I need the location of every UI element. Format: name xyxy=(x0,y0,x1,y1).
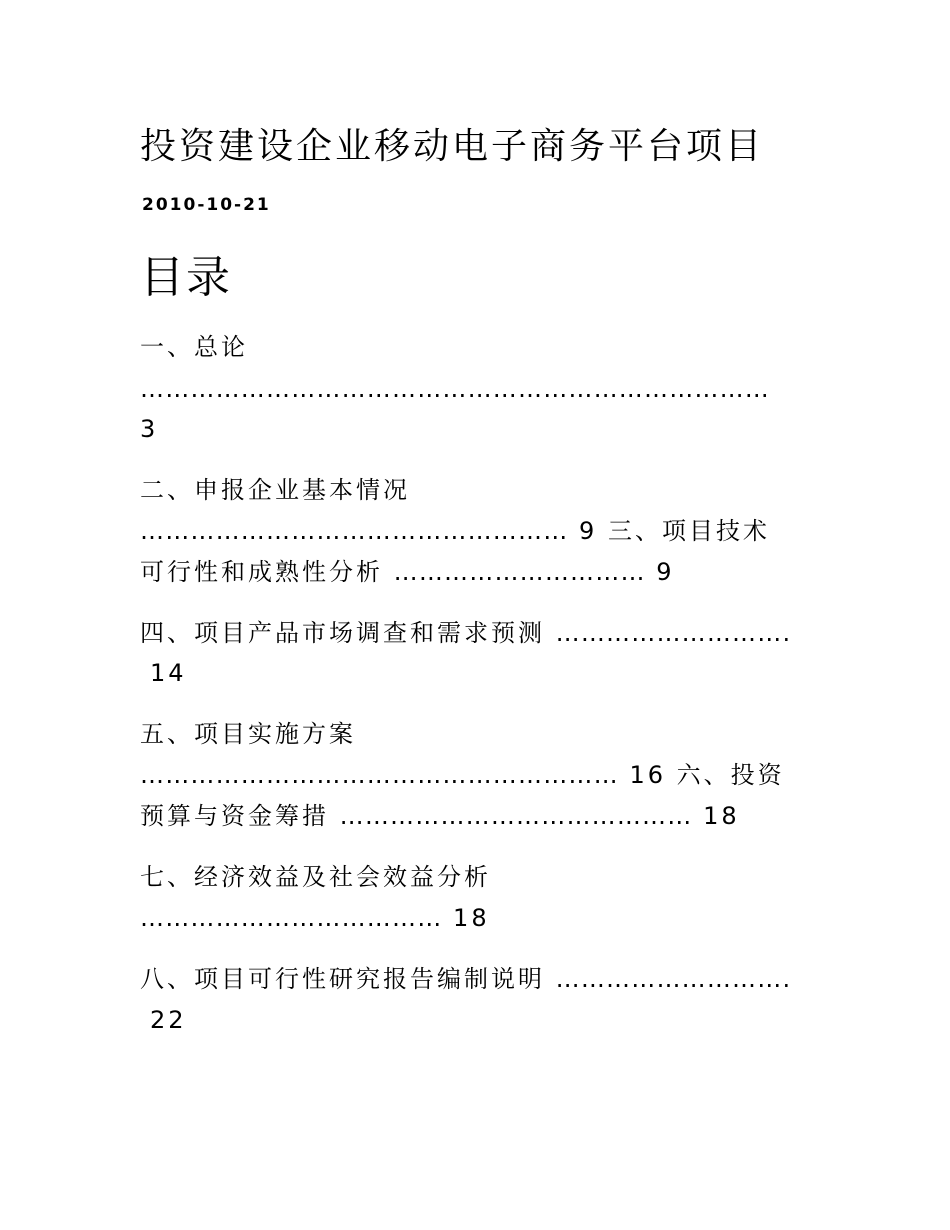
toc-line-6 xyxy=(140,799,740,833)
toc-heading: 目录 xyxy=(140,252,232,303)
toc-entry-6-label-start: 六、投资 xyxy=(676,761,785,789)
toc-entry-5-page: 16 xyxy=(629,761,666,789)
toc-entry-8-leader: ………………………. xyxy=(555,965,792,993)
toc-entry-2-label: 二、申报企业基本情况 xyxy=(140,476,410,504)
toc-entry-7-leader: ……………………………… xyxy=(140,904,443,932)
toc-entry-8-page: 22 xyxy=(150,1006,187,1034)
toc-entry-1-page: 3 xyxy=(140,415,159,443)
toc-entry-2-leader: …………………………………………… xyxy=(140,517,569,545)
toc-line-4 xyxy=(140,616,791,650)
toc-entry-1-label: 一、总论 xyxy=(140,333,248,361)
toc-entry-3-label-start: 三、项目技术 xyxy=(607,517,770,545)
toc-line-5-6 xyxy=(140,758,785,792)
toc-entry-3-label-end: 可行性和成熟性分析 xyxy=(140,558,383,586)
document-title: 投资建设企业移动电子商务平台项目 xyxy=(140,126,765,167)
toc-line-7 xyxy=(140,901,490,935)
toc-entry-7-page: 18 xyxy=(453,904,490,932)
toc-entry-4-label: 四、项目产品市场调查和需求预测 xyxy=(140,619,545,647)
toc-entry-1-leader: ………………………………………………………………… xyxy=(140,375,770,403)
toc-entry-6-page: 18 xyxy=(703,802,740,830)
toc-entry-5-leader: ………………………………………………… xyxy=(140,761,619,789)
toc-entry-4-leader: ………………………. xyxy=(555,619,792,647)
toc-entry-3-page: 9 xyxy=(656,558,675,586)
document-date: 2010-10-21 xyxy=(142,195,271,215)
toc-entry-6-label-end: 预算与资金筹措 xyxy=(140,802,329,830)
toc-entry-5-label: 五、项目实施方案 xyxy=(140,720,356,748)
toc-entry-2-page: 9 xyxy=(579,517,598,545)
toc-line-3 xyxy=(140,555,675,589)
toc-line-8 xyxy=(140,962,791,996)
toc-entry-6-leader: …………………………………… xyxy=(339,802,693,830)
toc-line-2-3 xyxy=(140,514,770,548)
toc-entry-4-page: 14 xyxy=(150,659,187,687)
toc-entry-8-label: 八、项目可行性研究报告编制说明 xyxy=(140,965,545,993)
toc-entry-3-leader: ………………………… xyxy=(393,558,646,586)
toc-entry-7-label: 七、经济效益及社会效益分析 xyxy=(140,863,491,891)
